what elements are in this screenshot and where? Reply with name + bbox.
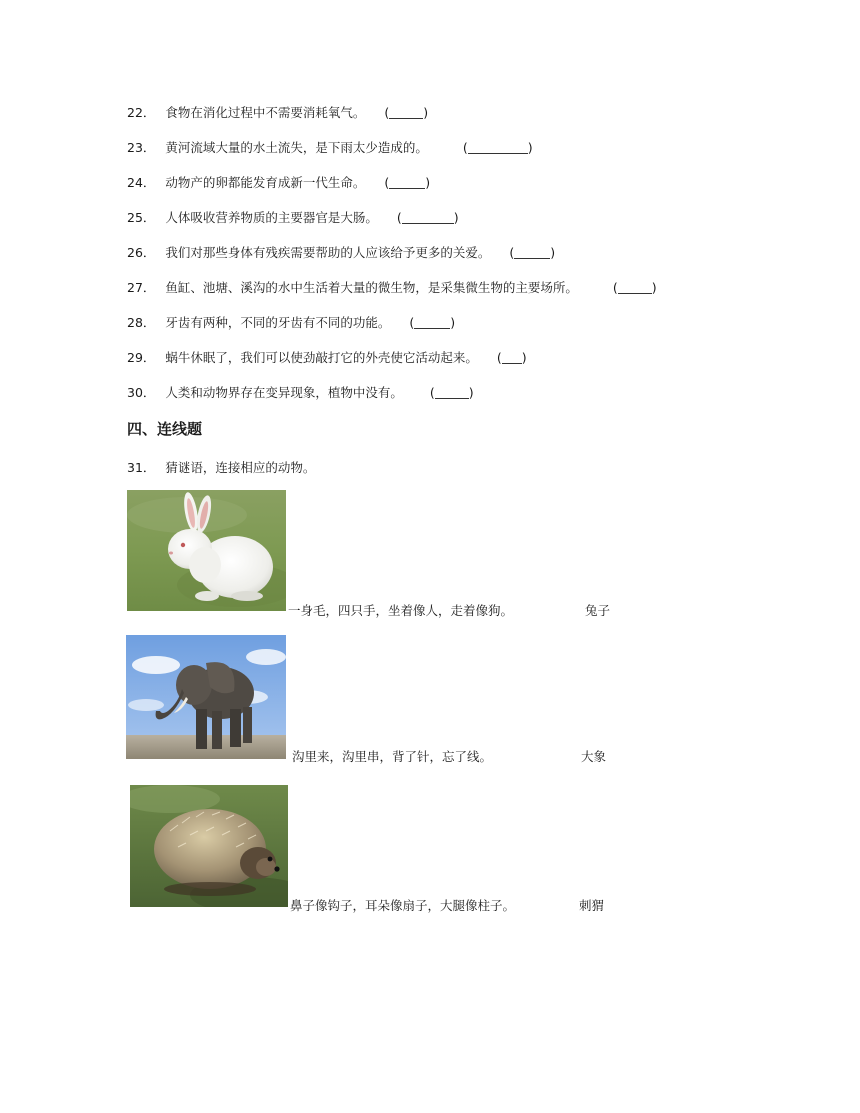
question-27 — [127, 278, 658, 296]
hedgehog-photo — [130, 785, 288, 907]
question-29 — [127, 348, 528, 366]
animal-elephant[interactable]: 大象 — [581, 749, 607, 764]
question-number: 23． — [127, 140, 156, 155]
question-number: 24． — [127, 175, 156, 190]
question-30 — [127, 383, 475, 401]
answer-blank[interactable]: ( ) — [384, 105, 429, 120]
question-28 — [127, 313, 456, 331]
answer-blank[interactable]: ( ) — [409, 315, 456, 330]
question-number: 22． — [127, 105, 156, 120]
answer-blank[interactable]: ( ) — [612, 280, 657, 295]
question-text: 人体吸收营养物质的主要器官是大肠。 — [165, 210, 378, 225]
question-number: 28． — [127, 315, 156, 330]
answer-blank[interactable]: ( ) — [396, 210, 459, 225]
riddle-2[interactable]: 沟里来，沟里串，背了针，忘了线。 — [292, 749, 493, 764]
elephant-photo — [126, 635, 286, 759]
section-title: 四、连线题 — [127, 420, 203, 438]
riddle-1[interactable]: 一身毛，四只手，坐着像人，走着像狗。 — [288, 603, 514, 618]
answer-blank[interactable]: ( ) — [429, 385, 474, 400]
question-number: 26． — [127, 245, 156, 260]
animal-rabbit[interactable]: 兔子 — [585, 603, 611, 618]
question-number: 25． — [127, 210, 156, 225]
answer-blank[interactable]: ( ) — [496, 350, 527, 365]
answer-blank[interactable]: ( ) — [384, 175, 431, 190]
question-22 — [127, 103, 429, 121]
riddle-3[interactable]: 鼻子像钩子，耳朵像扇子，大腿像柱子。 — [290, 898, 516, 913]
question-23 — [127, 138, 534, 156]
question-text: 黄河流域大量的水土流失，是下雨太少造成的。 — [165, 140, 428, 155]
answer-blank[interactable]: ( ) — [509, 245, 556, 260]
question-text: 食物在消化过程中不需要消耗氧气。 — [165, 105, 366, 120]
question-text: 牙齿有两种，不同的牙齿有不同的功能。 — [165, 315, 391, 330]
question-31 — [127, 458, 315, 476]
question-text: 猜谜语，连接相应的动物。 — [165, 460, 316, 475]
question-number: 30． — [127, 385, 156, 400]
question-26 — [127, 243, 556, 261]
question-text: 我们对那些身体有残疾需要帮助的人应该给予更多的关爱。 — [165, 245, 491, 260]
question-text: 蜗牛休眠了，我们可以使劲敲打它的外壳使它活动起来。 — [165, 350, 478, 365]
question-text: 鱼缸、池塘、溪沟的水中生活着大量的微生物，是采集微生物的主要场所。 — [165, 280, 578, 295]
answer-blank[interactable]: ( ) — [462, 140, 533, 155]
question-25 — [127, 208, 460, 226]
question-number: 29． — [127, 350, 156, 365]
animal-hedgehog[interactable]: 刺猬 — [579, 898, 605, 913]
question-24 — [127, 173, 431, 191]
question-text: 动物产的卵都能发育成新一代生命。 — [165, 175, 366, 190]
question-number: 27． — [127, 280, 156, 295]
question-text: 人类和动物界存在变异现象，植物中没有。 — [165, 385, 403, 400]
question-number: 31． — [127, 460, 156, 475]
rabbit-photo — [127, 490, 286, 611]
